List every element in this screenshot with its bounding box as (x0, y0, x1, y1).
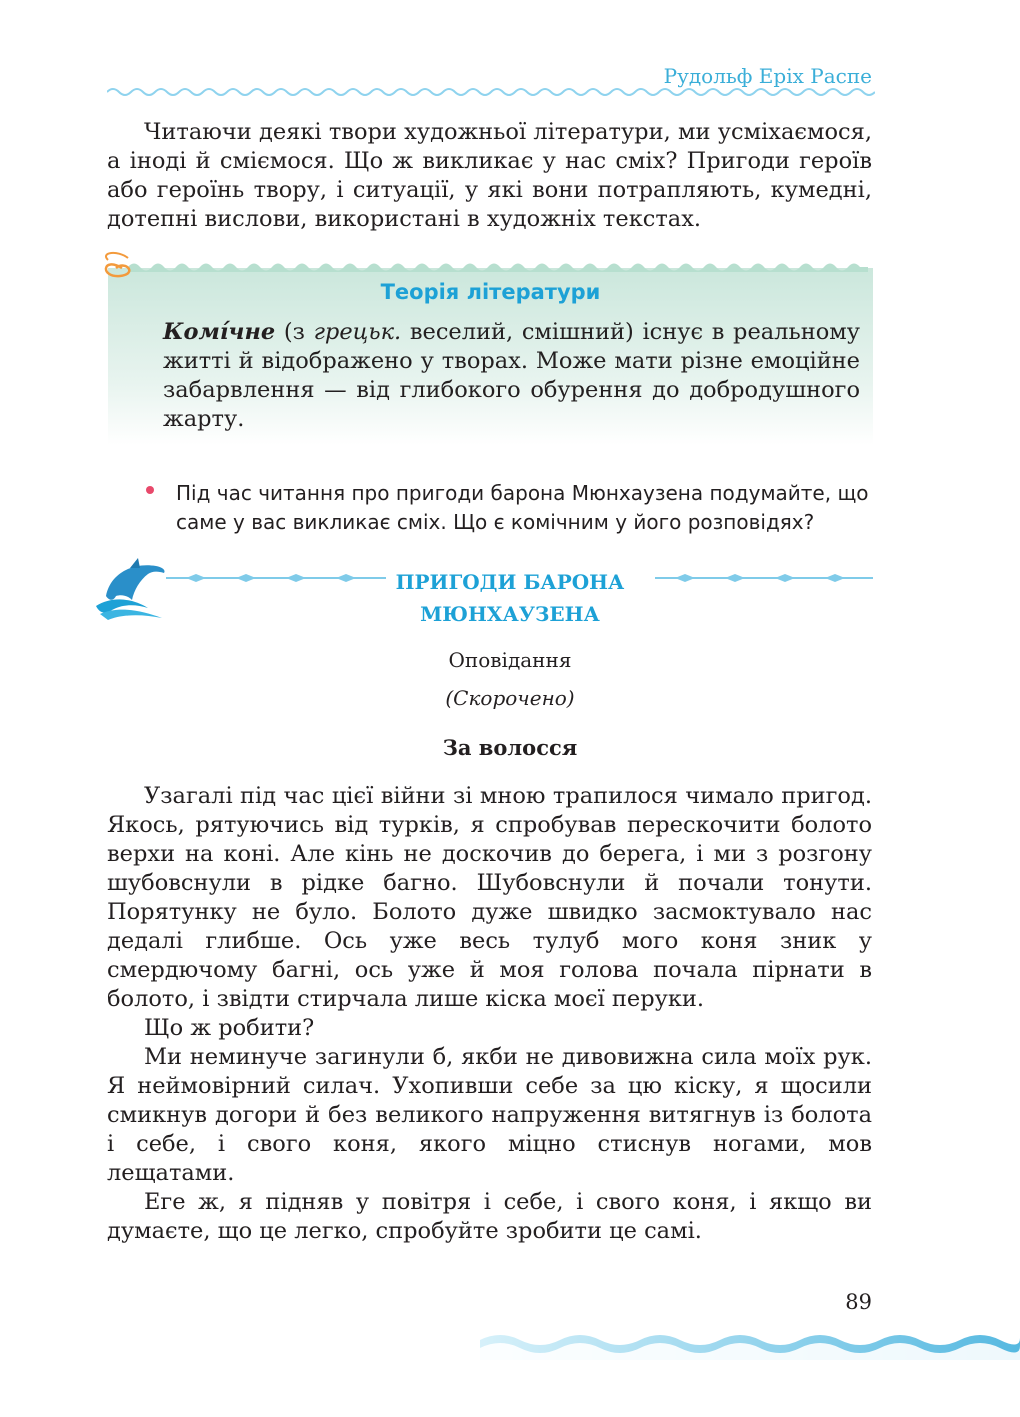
bullet-icon (146, 486, 154, 494)
title-decor-left (166, 570, 386, 586)
theory-rest: веселий, смішний) існує в реальному житті й відображено у творах. Може мати різне емоційне забарвлення — від глибокого обурення до добродушного жарту. (163, 319, 860, 432)
theory-lang: грецьк. (313, 319, 402, 345)
story-paragraph: Еге ж, я підняв у повітря і себе, і свого коня, і якщо ви думаєте, що це легко, спробуйте зробити це самі. (107, 1189, 872, 1244)
story-paragraph: Узагалі під час цієї війни зі мною трапилося чимало пригод. Якось, рятуючись від турків, я спробував перескочити болото верхи на коні. Але кінь не доскочив до берега, і ми з розгону шубовснули в рідке багно. Шубовснули й почали тонути. Порятунку не було. Болото дуже швидко засмоктувало нас дедалі глибше. Ось уже весь тулуб мого коня зник у смердючому багні, ось уже й моя голова почала пірнати в болото, і звідти стирчала лише кіска моєї перуки. (107, 783, 872, 1012)
running-head: Рудольф Еріх Распе (663, 64, 872, 88)
theory-paren: (з (275, 319, 314, 345)
chapter-title: За волосся (442, 735, 578, 760)
story-title (360, 566, 660, 630)
theory-term: Комі́чне (163, 319, 276, 345)
footer-wave-decoration (480, 1318, 1020, 1360)
title-decor-right (655, 570, 873, 586)
page-number: 89 (845, 1290, 872, 1314)
header-wave-divider (107, 86, 875, 98)
story-paragraph: Що ж робити? (144, 1015, 315, 1041)
theory-title: Теорія літератури (380, 280, 601, 304)
story-title-line2: МЮНХАУЗЕНА (420, 602, 600, 626)
reading-task: Під час читання про пригоди барона Мюнхаузена подумайте, що саме у вас викликає сміх. Що є комічним у його розповідях? (176, 481, 869, 534)
story-abridged-note: (Скорочено) (445, 686, 575, 710)
intro-paragraph: Читаючи деякі твори художньої літератури, ми усміхаємося, а іноді й сміємося. Що ж викликає у нас сміх? Пригоди героїв або героїнь твору, і ситуації, у які вони потрапляють, кумедні, дотепні вислови, використані в художніх текстах. (107, 119, 872, 232)
theory-definition (163, 318, 860, 434)
story-text (107, 782, 872, 1246)
theory-box-wave-border (98, 250, 876, 282)
story-paragraph: Ми неминуче загинули б, якби не дивовижна сила моїх рук. Я неймовірний силач. Ухопивши себе за цю кіску, я щосили смикнув догори й без великого напруження витягнув із болота і себе, і свого коня, якого міцно стиснув ногами, мов лещатами. (107, 1044, 872, 1186)
story-genre: Оповідання (448, 648, 572, 672)
story-title-line1: ПРИГОДИ БАРОНА (395, 570, 625, 594)
dolphin-icon (92, 556, 172, 622)
